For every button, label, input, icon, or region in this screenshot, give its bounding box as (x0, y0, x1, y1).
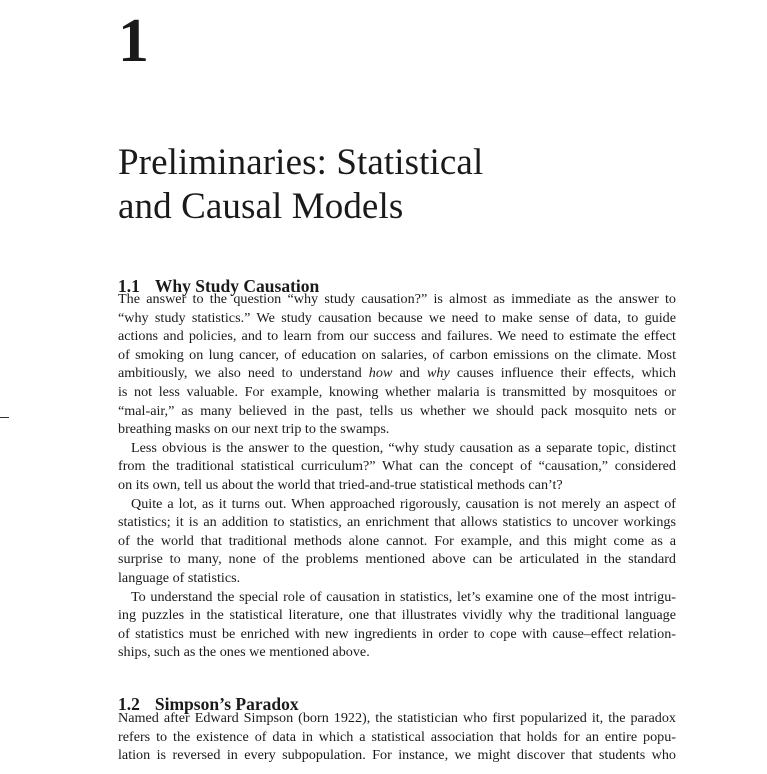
text-line: ing puzzles in the statistical literature, one that illustrates vividly why the traditional language (118, 607, 676, 624)
chapter-number: 1 (118, 7, 148, 75)
text-line: from the traditional statistical curriculum?” What can the concept of “causation,” considered (118, 458, 676, 475)
section-number: 1.2 (118, 693, 140, 714)
text-line: Less obvious is the answer to the question, “why study causation as a separate topic, distinct (131, 439, 676, 456)
text-line: of statistics must be enriched with new ingredients in order to cope with cause–effect relation- (118, 625, 676, 642)
text-line: breathing masks on our next trip to the swamps. (118, 421, 390, 438)
section-title: Simpson’s Paradox (154, 693, 299, 714)
margin-tick-mark (0, 417, 9, 418)
section-number: 1.1 (118, 275, 140, 296)
text-line: refers to the existence of data in which a statistical association that holds for an entire popu- (118, 728, 676, 745)
text-line: ships, such as the ones we mentioned above. (118, 644, 370, 661)
text-run: causes influence their effects, which (456, 365, 677, 382)
text-line: lation is reversed in every subpopulation. For instance, we might discover that students who (118, 747, 676, 764)
section-title: Why Study Causation (154, 275, 320, 296)
text-line: statistics; it is an addition to statistics, an enrichment that allows statistics to uncover workings (118, 514, 676, 531)
chapter-title-line-2: and Causal Models (118, 185, 404, 227)
text-line: “why study statistics.” We study causation because we need to make sense of data, to guide (118, 309, 676, 326)
text-line: actions and policies, and to learn from our success and failures. We need to estimate the effect (118, 328, 676, 345)
section-1-2-body (118, 709, 676, 765)
text-line: To understand the special role of causation in statistics, let’s examine one of the most intrigu- (131, 588, 676, 605)
text-line: The answer to the question “why study causation?” is almost as immediate as the answer to (118, 291, 676, 307)
section-1-1-body (118, 290, 676, 662)
text-line: “mal-air,” as many believed in the past, tells us whether we should pack mosquito nets or (118, 402, 676, 419)
text-line: of the world that traditional methods alone cannot. For example, and this might come as a (118, 532, 676, 549)
text-line: on its own, tell us about the world that tried-and-true statistical methods can’t? (118, 476, 563, 493)
text-line: of smoking on lung cancer, of education on salaries, of carbon emissions on the climate. Most (118, 346, 676, 363)
chapter-title (118, 141, 483, 229)
text-line: is not less valuable. For example, knowing whether malaria is transmitted by mosquitoes or (118, 383, 676, 400)
emphasis-how: how (368, 365, 393, 382)
text-line: language of statistics. (118, 569, 241, 586)
text-line: Named after Edward Simpson (born 1922), the statistician who first popularized it, the paradox (118, 710, 676, 726)
emphasis-why: why (426, 365, 450, 382)
text-line: surprise to many, none of the problems mentioned above can be articulated in the standard (118, 551, 676, 568)
text-run: ambitiously, we also need to understand (118, 365, 362, 382)
text-line (118, 364, 676, 383)
chapter-title-line-1: Preliminaries: Statistical (118, 141, 484, 183)
text-run: and (399, 365, 420, 382)
text-line: Quite a lot, as it turns out. When approached rigorously, causation is not merely an aspect of (131, 495, 676, 512)
